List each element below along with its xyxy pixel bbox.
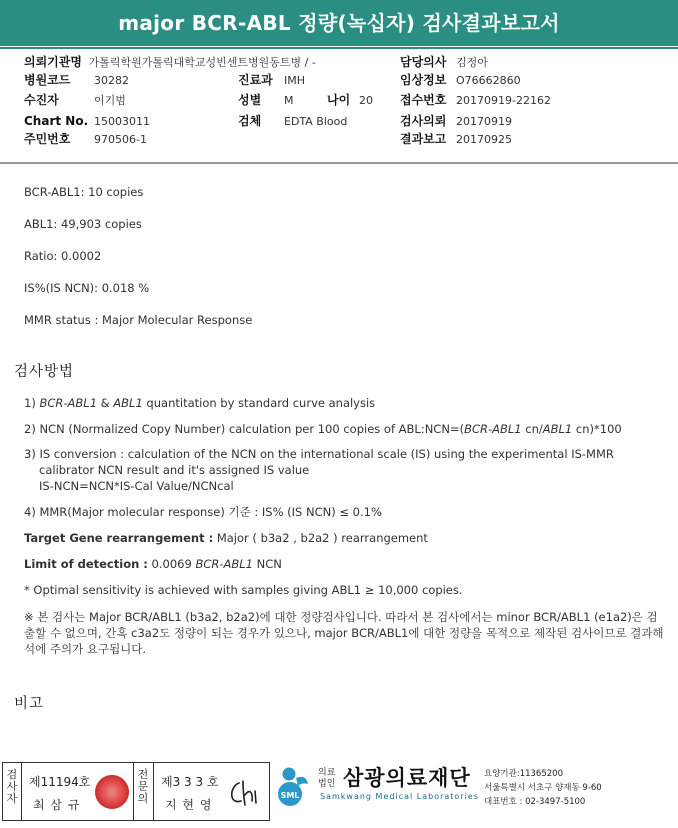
report-title: major BCR-ABL 정량(녹십자) 검사결과보고서 <box>0 0 678 46</box>
method-heading: 검사방법 <box>14 364 75 380</box>
specialist-license: 제3 3 3 호 <box>161 775 219 789</box>
signature-box <box>2 762 270 821</box>
lod-label: Limit of detection : <box>24 557 148 571</box>
info-value: IMH <box>284 74 306 87</box>
limit-of-detection <box>24 557 282 572</box>
info-label: 나이 <box>327 93 351 107</box>
method-text: & <box>97 396 114 410</box>
gene-name: BCR-ABL1 <box>39 396 98 410</box>
info-row <box>238 92 294 109</box>
info-label: 성별 <box>238 93 262 107</box>
gene-name: ABL1 <box>113 396 143 410</box>
method-item-3-line-2: calibrator NCN result and it's assigned IS value <box>39 463 310 477</box>
info-row <box>24 72 129 89</box>
gene-name: BCR-ABL1 <box>195 557 253 571</box>
method-text: 2) NCN (Normalized Copy Number) calculation per 100 copies of ABL:NCN=( <box>24 422 465 436</box>
org-logo-icon <box>272 764 314 808</box>
info-value: 20170919-22162 <box>456 94 551 107</box>
examiner-license: 제11194호 <box>29 775 91 789</box>
method-item-1 <box>24 396 375 411</box>
divider <box>133 763 134 820</box>
info-row <box>24 54 316 71</box>
method-item-3-line-3: IS-NCN=NCN*IS-Cal Value/NCNcal <box>39 479 234 493</box>
info-value: 20170919 <box>456 115 512 128</box>
info-label: 수진자 <box>24 93 59 107</box>
org-prefix: 의료법인 <box>318 768 336 789</box>
info-value: 20170925 <box>456 133 512 146</box>
examiner-name: 최 삼 규 <box>33 798 81 812</box>
seal-icon <box>95 775 129 809</box>
logo-text: SML <box>280 791 300 800</box>
method-text: 1) <box>24 396 40 410</box>
result-bcr-abl1: BCR-ABL1: 10 copies <box>24 185 144 199</box>
method-text: cn)*100 <box>572 422 622 436</box>
info-row <box>400 131 512 148</box>
info-row <box>24 113 150 130</box>
result-abl1: ABL1: 49,903 copies <box>24 217 142 231</box>
info-value: O76662860 <box>456 74 521 87</box>
divider <box>21 763 22 820</box>
org-english-name: Samkwang Medical Laboratories <box>320 792 479 801</box>
info-label: Chart No. <box>24 114 89 128</box>
info-value: 970506-1 <box>94 133 147 146</box>
org-name: 삼광의료재단 <box>343 766 471 790</box>
footer <box>0 758 678 828</box>
target-value: Major ( b3a2 , b2a2 ) rearrangement <box>213 531 428 545</box>
info-row <box>400 72 521 89</box>
info-label: 병원코드 <box>24 73 71 87</box>
info-label: 검사의뢰 <box>400 114 447 128</box>
info-value: M <box>284 94 294 107</box>
specialist-name: 지 현 영 <box>165 798 213 812</box>
info-value: EDTA Blood <box>284 115 348 128</box>
method-item-2 <box>24 422 622 437</box>
result-is-percent: IS%(IS NCN): 0.018 % <box>24 281 150 295</box>
result-ratio: Ratio: 0.0002 <box>24 249 102 263</box>
info-row <box>238 72 305 89</box>
gene-name: BCR-ABL1 <box>464 422 522 436</box>
target-label: Target Gene rearrangement : <box>24 531 214 545</box>
lod-value: 0.0069 <box>147 557 196 571</box>
info-value: 30282 <box>94 74 129 87</box>
info-value: 김정아 <box>456 56 488 69</box>
info-row <box>24 131 147 148</box>
info-value: 20 <box>359 94 373 107</box>
lod-unit: NCN <box>253 557 282 571</box>
info-row <box>400 54 488 71</box>
care-code: 요양기관:11365200 <box>484 769 563 779</box>
divider <box>153 763 154 820</box>
result-mmr-status: MMR status : Major Molecular Response <box>24 313 253 327</box>
info-value: 가톨릭학원가톨릭대학교성빈센트병원 <box>88 56 270 69</box>
ward-value: 동트병 / - <box>269 56 316 69</box>
notice-text: ※ 본 검사는 Major BCR/ABL1 (b3a2, b2a2)에 대한 정량검사입니다. 따라서 본 검사에서는 minor BCR/ABL1 (e1a2)은 검출할 수 없으며, 간혹 c3a2도 정량이 되는 경우가 있으나, major BCR/ABL1에 대한 정량을 목적으로 제작된 검사이므로 결과해석에 주의가 요구됩니다. <box>24 610 664 656</box>
gene-name: ABL1 <box>542 422 573 436</box>
info-label: 진료과 <box>238 73 273 87</box>
divider <box>0 162 678 164</box>
sensitivity-note: * Optimal sensitivity is achieved with samples giving ABL1 ≥ 10,000 copies. <box>24 583 463 597</box>
info-label: 결과보고 <box>400 132 447 146</box>
info-label: 검체 <box>238 114 262 128</box>
info-value: 이기범 <box>94 94 126 107</box>
method-item-4: 4) MMR(Major molecular response) 기준 : IS% (IS NCN) ≤ 0.1% <box>24 505 382 519</box>
info-label: 주민번호 <box>24 132 71 146</box>
org-address: 서울특별시 서초구 양재동 9-60 <box>484 783 602 793</box>
info-value: 15003011 <box>94 115 150 128</box>
signature-icon <box>225 777 265 809</box>
info-row <box>24 92 126 109</box>
patient-info <box>0 50 678 162</box>
specialist-label: 전문의 <box>137 768 149 805</box>
info-row <box>400 92 551 109</box>
info-label: 의뢰기관명 <box>24 55 82 69</box>
remarks-heading: 비고 <box>14 696 45 712</box>
info-label: 접수번호 <box>400 93 447 107</box>
org-phone: 대표번호 : 02-3497-5100 <box>484 797 586 807</box>
info-row <box>238 113 347 130</box>
info-label: 임상정보 <box>400 73 447 87</box>
method-item-3-line-1: 3) IS conversion : calculation of the NCN on the international scale (IS) using the experimental IS-MMR <box>24 447 614 461</box>
info-row <box>327 92 373 109</box>
info-label: 담당의사 <box>400 55 447 69</box>
method-text: cn/ <box>521 422 543 436</box>
examiner-label: 검사자 <box>6 768 18 805</box>
info-row <box>400 113 512 130</box>
method-text: quantitation by standard curve analysis <box>142 396 376 410</box>
target-gene <box>24 531 428 546</box>
